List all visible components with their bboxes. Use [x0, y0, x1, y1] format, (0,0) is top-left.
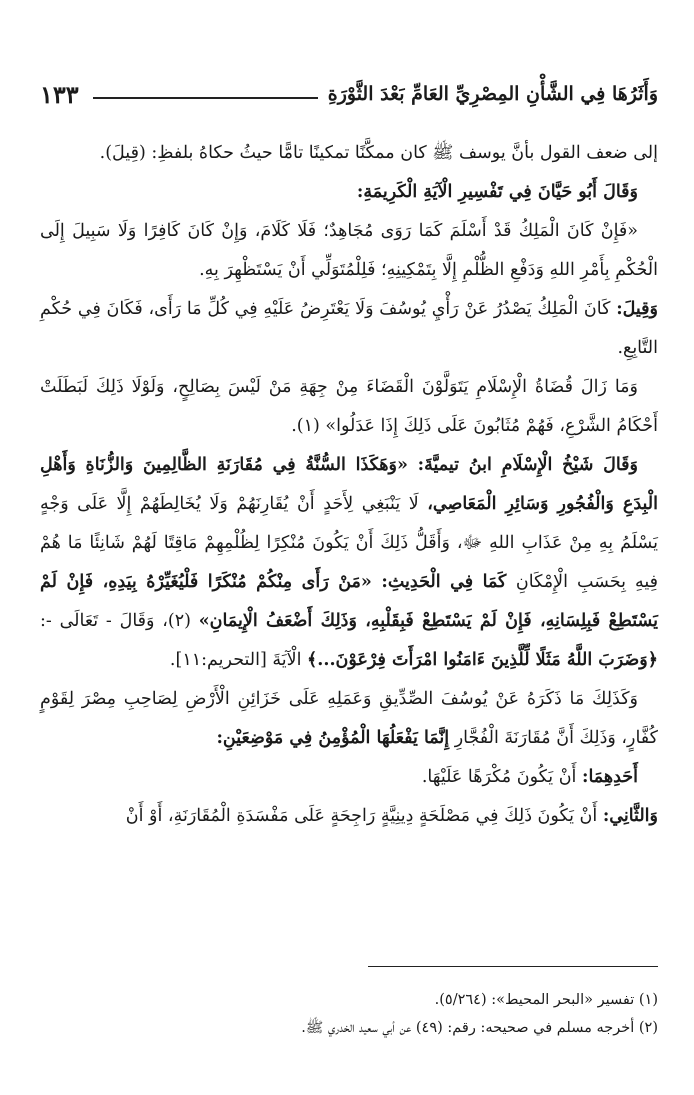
qila-text: كَانَ الْمَلِكُ يَصْدُرُ عَنْ رَأْيِ يُوسُفَ وَلَا يَعْتَرِضُ عَلَيْهِ فِي كُلِّ مَا رَأَى، فَكَانَ فِي حُكْمِ التَّابِعِ.: [40, 299, 658, 358]
first-case-text: أَنْ يَكُونَ مُكْرَهًا عَلَيْهَا.: [421, 767, 582, 787]
paragraph-1: إلى ضعف القول بأنَّ يوسف ﷺ كان ممكَّنًا تمكينًا تامًّا حيثُ حكاهُ بلفظِ: (قِيلَ).: [99, 143, 658, 163]
ibn-taymiyya-text: لَا يَنْبَغِي لِأَحَدٍ أَنْ يُقَارِنَهُمْ وَلَا يُخَالِطَهُمْ إِلَّا عَلَى وَجْهٍ يَسْلَمُ بِهِ مِنْ عَذَابِ اللهِ ﷻ، وَأَقَلُّ ذَلِكَ أَنْ يَكُونَ مُنْكِرًا لِظُلْمِهِمْ مَاقِتًا لَهُمْ شَانِئًا مَا هُمْ فِيهِ بِحَسَبِ الْإِمْكَانِ: [40, 494, 658, 592]
second-case-lead: وَالثَّانِي:: [602, 806, 658, 826]
running-title: وَأَثَرُهَا فِي الشَّأْنِ المِصْرِيِّ العَامِّ بَعْدَ الثَّوْرَةِ: [327, 83, 658, 105]
footnote-1: (١) تفسير «البحر المحيط»: (٥/٢٦٤).: [434, 992, 658, 1008]
second-case-text: أَنْ يَكُونَ ذَلِكَ فِي مَصْلَحَةٍ دِينِيَّةٍ رَاجِحَةٍ عَلَى مَفْسَدَةِ الْمُقَارَنَةِ، أَوْ أَنْ: [125, 806, 603, 826]
yusuf-text: وَكَذَلِكَ مَا ذَكَرَهُ عَنْ يُوسُفَ الصِّدِّيقِ وَعَمَلِهِ عَلَى خَزَائِنِ الْأَرْضِ لِصَاحِبِ مِصْرَ لِقَوْمٍ كُفَّارٍ، وَذَلِكَ أَنَّ مُقَارَنَةَ الْفُجَّارِ: [40, 689, 658, 748]
footnotes: [40, 986, 658, 1042]
paragraph-second-case: [40, 797, 658, 836]
yusuf-emphasis: إِنَّمَا يَفْعَلُهَا الْمُؤْمِنُ فِي مَوْضِعَيْنِ:: [216, 728, 450, 748]
first-case-lead: أَحَدِهِمَا:: [581, 767, 638, 787]
paragraph-abu-hayyan-intro: وَقَالَ أَبُو حَيَّانَ فِي تَفْسِيرِ الْآيَةِ الْكَرِيمَةِ:: [356, 182, 638, 202]
hadith-text: «مَنْ رَأَى مِنْكُمْ مُنْكَرًا فَلْيُغَيِّرْهُ بِيَدِهِ، فَإِنْ لَمْ يَسْتَطِعْ فَبِلِسَانِهِ، فَإِنْ لَمْ يَسْتَطِعْ فَبِقَلْبِهِ، وَذَلِكَ أَضْعَفُ الْإِيمَانِ»: [40, 572, 658, 631]
page-number: ١٣٣: [40, 79, 79, 109]
main-text: [40, 134, 658, 836]
page-header: [40, 76, 658, 112]
paragraph-qila: [40, 290, 658, 368]
ibn-taymiyya-lead: وَقَالَ شَيْخُ الْإِسْلَامِ ابنُ تيميَّةَ: «وَهَكَذَا السُّنَّةُ فِي مُقَارَنَةِ الظَّالِمِينَ وَالزُّنَاةِ وَأَهْلِ الْبِدَعِ وَالْفُجُورِ وَسَائِرِ الْمَعَاصِي،: [40, 455, 658, 514]
paragraph-quote-abu-hayyan: «فَإِنْ كَانَ الْمَلِكُ قَدْ أَسْلَمَ كَمَا رَوَى مُجَاهِدٌ؛ فَلَا كَلَامَ، وَإِنْ كَانَ كَافِرًا وَلَا سَبِيلَ إِلَى الْحُكْمِ بِأَمْرِ اللهِ وَدَفْعِ الظُّلْمِ إِلَّا بِتَمْكِينِهِ؛ فَلِلْمُتَوَلِّي أَنْ يَسْتَظْهِرَ بِهِ.: [40, 221, 658, 280]
footnote-separator: [368, 966, 658, 967]
ayah-reference: الْآيَةَ [التحريم:١١].: [169, 650, 308, 670]
hadith-intro: كَمَا فِي الْحَدِيثِ:: [371, 572, 516, 592]
quran-ayah: ﴿وَضَرَبَ اللَّهُ مَثَلًا لِّلَّذِينَ ءَامَنُوا امْرَأَتَ فِرْعَوْنَ...﴾: [307, 650, 658, 670]
paragraph-judges: وَمَا زَالَ قُضَاةُ الْإِسْلَامِ يَتَوَلَّوْنَ الْقَضَاءَ مِنْ جِهَةِ مَنْ لَيْسَ بِصَالِحٍ، وَلَوْلَا ذَلِكَ لَبَطَلَتْ أَحْكَامُ الشَّرْعِ، فَهُمْ مُثَابُونَ عَلَى ذَلِكَ إِذَا عَدَلُوا» (١).: [40, 377, 658, 436]
qila-lead: وَقِيلَ:: [616, 299, 658, 319]
paragraph-first-case: [40, 758, 658, 797]
header-rule: [93, 97, 318, 99]
paragraph-yusuf: [40, 680, 658, 758]
paragraph-ibn-taymiyya: [40, 446, 658, 680]
footnote-2: (٢) أخرجه مسلم في صحيحه: رقم: (٤٩) عن أبي سعيد الخدري ﷺ.: [301, 1020, 658, 1036]
ibn-taymiyya-tail: (٢)، وَقَالَ - تَعَالَى -:: [40, 611, 199, 631]
